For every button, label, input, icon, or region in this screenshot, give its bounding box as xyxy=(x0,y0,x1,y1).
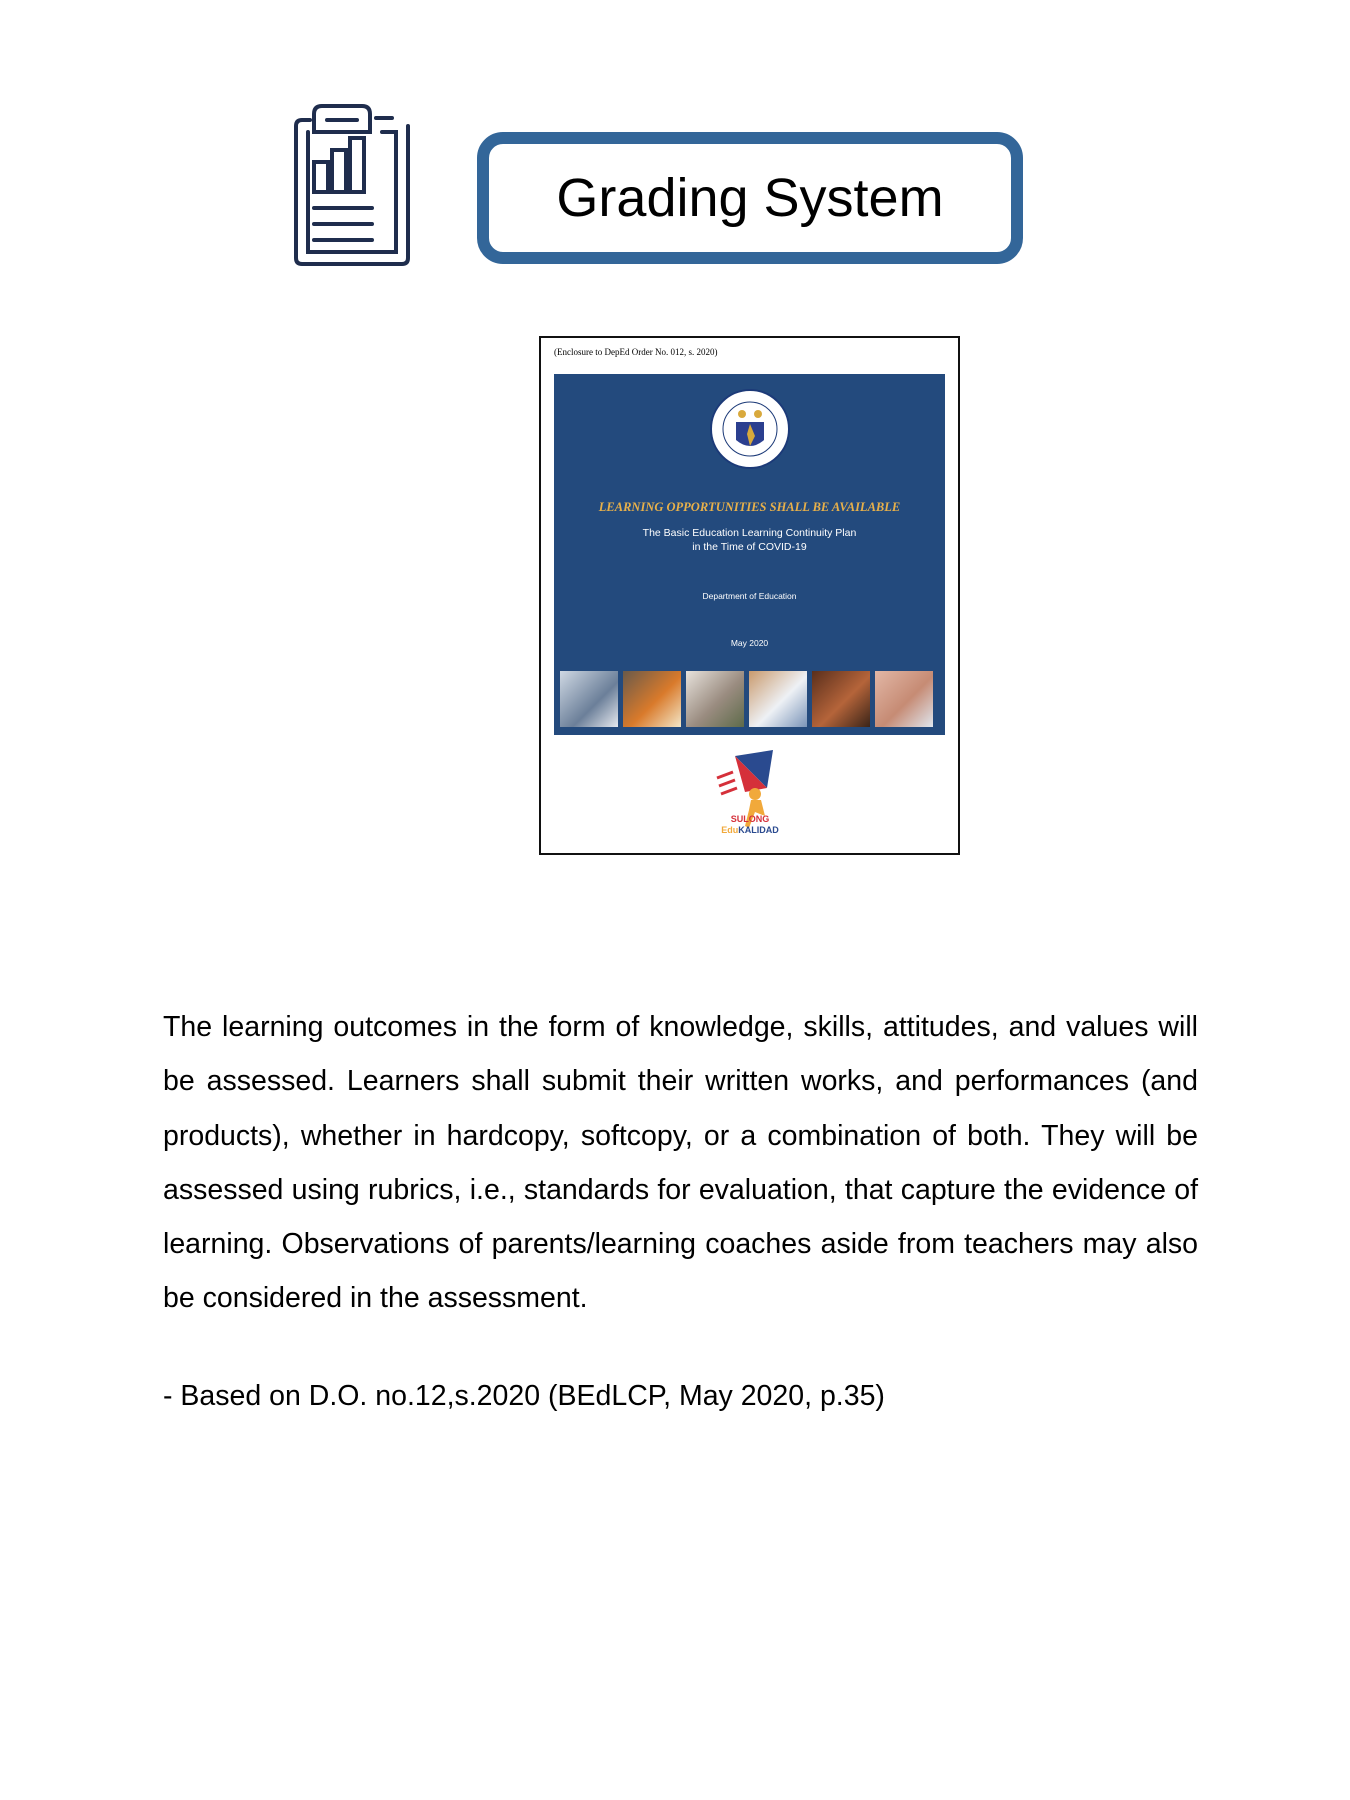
photo xyxy=(686,671,744,727)
deped-seal-icon xyxy=(709,388,791,470)
title-banner xyxy=(477,132,1023,264)
cover-subtitle xyxy=(554,526,945,554)
cover-date: May 2020 xyxy=(730,638,769,648)
cover-panel xyxy=(554,374,945,735)
cover-subtitle-line1: The Basic Education Learning Continuity Plan xyxy=(642,527,857,539)
cover-department: Department of Education xyxy=(702,591,797,601)
logo-text xyxy=(691,814,809,836)
photo-strip xyxy=(560,671,933,727)
photo xyxy=(812,671,870,727)
logo-line2b: KALIDAD xyxy=(738,825,779,835)
citation: - Based on D.O. no.12,s.2020 (BEdLCP, May 2020, p.35) xyxy=(163,1380,885,1412)
logo-line1: SULONG xyxy=(730,814,770,824)
clipboard-chart-icon xyxy=(292,102,412,268)
enclosure-note: (Enclosure to DepEd Order No. 012, s. 2020) xyxy=(554,347,718,357)
body-paragraph: The learning outcomes in the form of knowledge, skills, attitudes, and values will be assessed. Learners shall submit their written works, and performances (and products), whether in hardcopy, softcopy, or a combination of both. They will be assessed using rubrics, i.e., standards for evaluation, that capture the evidence of learning. Observations of parents/learning coaches aside from teachers may also be considered in the assessment. xyxy=(163,1011,1198,1315)
photo xyxy=(560,671,618,727)
cover-subtitle-line2: in the Time of COVID-19 xyxy=(692,541,807,553)
photo xyxy=(875,671,933,727)
photo xyxy=(749,671,807,727)
cover-headline: LEARNING OPPORTUNITIES SHALL BE AVAILABLE xyxy=(598,500,901,514)
document-cover-image xyxy=(539,336,960,855)
photo xyxy=(623,671,681,727)
page-title: Grading System xyxy=(556,168,944,228)
logo-line2a: Edu xyxy=(721,825,739,835)
